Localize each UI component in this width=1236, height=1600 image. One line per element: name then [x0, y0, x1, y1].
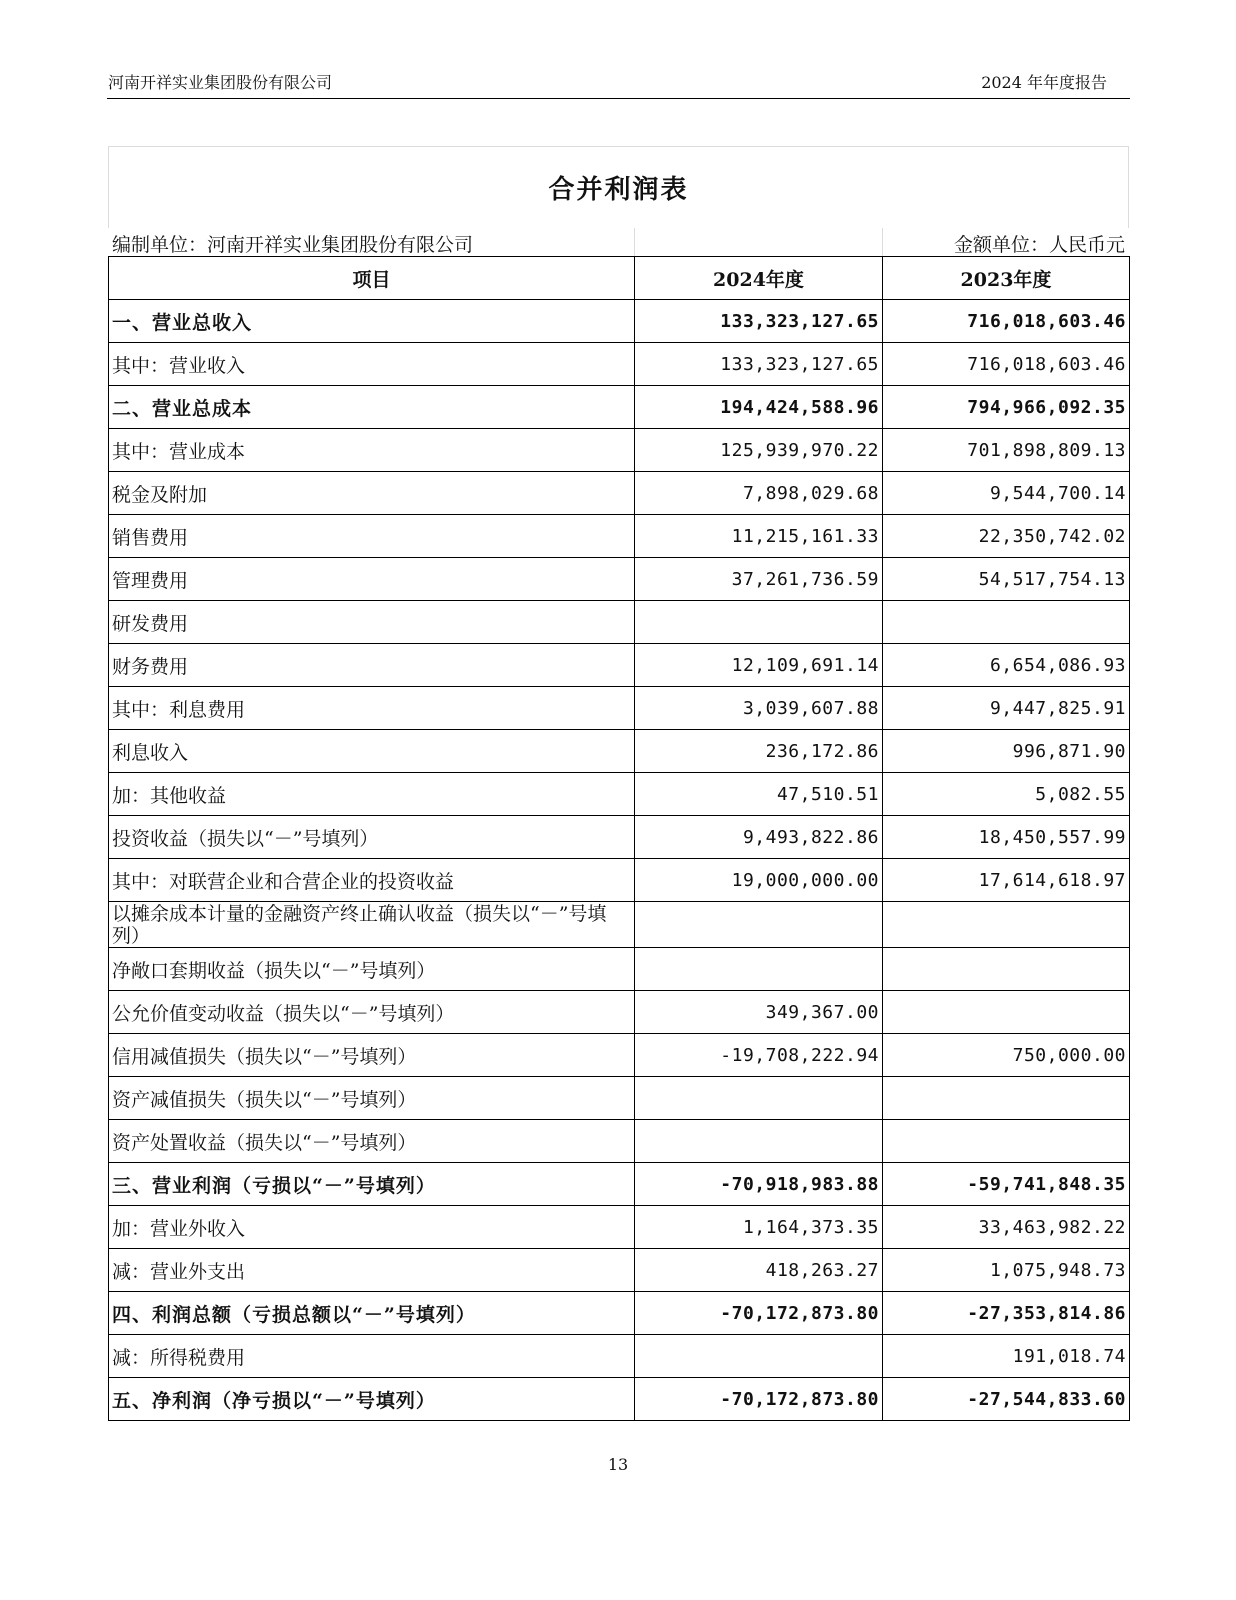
value-2023: 191,018.74 [883, 1335, 1130, 1378]
value-2024: -19,708,222.94 [635, 1034, 883, 1077]
meta-divider [634, 228, 635, 256]
table-row [109, 644, 1130, 687]
table-row [109, 1335, 1130, 1378]
row-label: 资产减值损失（损失以“－”号填列） [109, 1077, 635, 1120]
statement-meta-row [108, 228, 1129, 256]
value-2023: 716,018,603.46 [883, 300, 1130, 343]
row-label: 四、利润总额（亏损总额以“－”号填列） [109, 1292, 635, 1335]
table-row [109, 1292, 1130, 1335]
prepared-by: 编制单位：河南开祥实业集团股份有限公司 [112, 234, 474, 256]
value-2024: 133,323,127.65 [635, 300, 883, 343]
page-number: 13 [607, 1455, 629, 1474]
table-row [109, 472, 1130, 515]
value-2023: 5,082.55 [883, 773, 1130, 816]
value-2023: 716,018,603.46 [883, 343, 1130, 386]
table-row [109, 1034, 1130, 1077]
value-2024 [635, 1120, 883, 1163]
value-2024: 133,323,127.65 [635, 343, 883, 386]
income-statement-table [108, 256, 1130, 1421]
table-row [109, 902, 1130, 948]
value-2023: -27,353,814.86 [883, 1292, 1130, 1335]
row-label: 三、营业利润（亏损以“－”号填列） [109, 1163, 635, 1206]
value-2024: 9,493,822.86 [635, 816, 883, 859]
value-2023 [883, 991, 1130, 1034]
table-row [109, 730, 1130, 773]
table-row [109, 1163, 1130, 1206]
value-2024: 194,424,588.96 [635, 386, 883, 429]
row-label: 税金及附加 [109, 472, 635, 515]
table-body [109, 300, 1130, 1421]
row-label: 投资收益（损失以“－”号填列） [109, 816, 635, 859]
table-row [109, 859, 1130, 902]
row-label: 净敞口套期收益（损失以“－”号填列） [109, 948, 635, 991]
value-2024: 19,000,000.00 [635, 859, 883, 902]
value-2024 [635, 948, 883, 991]
row-label: 二、营业总成本 [109, 386, 635, 429]
value-2024 [635, 902, 883, 948]
header-company-name: 河南开祥实业集团股份有限公司 [108, 73, 333, 92]
table-row [109, 1378, 1130, 1421]
value-2024 [635, 1077, 883, 1120]
table-row [109, 1120, 1130, 1163]
table-row [109, 386, 1130, 429]
table-row [109, 1206, 1130, 1249]
value-2023: 22,350,742.02 [883, 515, 1130, 558]
row-label: 管理费用 [109, 558, 635, 601]
header-report-title: 2024 年年度报告 [981, 73, 1107, 92]
value-2024: 11,215,161.33 [635, 515, 883, 558]
table-row [109, 1077, 1130, 1120]
row-label: 加：营业外收入 [109, 1206, 635, 1249]
table-row [109, 558, 1130, 601]
value-2023: 701,898,809.13 [883, 429, 1130, 472]
value-2023 [883, 1077, 1130, 1120]
value-2023 [883, 601, 1130, 644]
row-label: 利息收入 [109, 730, 635, 773]
row-label: 减：营业外支出 [109, 1249, 635, 1292]
row-label: 信用减值损失（损失以“－”号填列） [109, 1034, 635, 1077]
value-2023: 794,966,092.35 [883, 386, 1130, 429]
value-2024: 47,510.51 [635, 773, 883, 816]
row-label: 其中：利息费用 [109, 687, 635, 730]
row-label: 五、净利润（净亏损以“－”号填列） [109, 1378, 635, 1421]
table-row [109, 1249, 1130, 1292]
row-label: 其中：营业收入 [109, 343, 635, 386]
value-2023: 9,447,825.91 [883, 687, 1130, 730]
row-label: 资产处置收益（损失以“－”号填列） [109, 1120, 635, 1163]
value-2024: -70,918,983.88 [635, 1163, 883, 1206]
value-2024: 125,939,970.22 [635, 429, 883, 472]
statement-title-box [108, 146, 1129, 228]
table-row [109, 300, 1130, 343]
table-row [109, 429, 1130, 472]
value-2024 [635, 1335, 883, 1378]
row-label: 财务费用 [109, 644, 635, 687]
value-2023: 18,450,557.99 [883, 816, 1130, 859]
table-header-row [109, 257, 1130, 300]
value-2023: -59,741,848.35 [883, 1163, 1130, 1206]
value-2023: 54,517,754.13 [883, 558, 1130, 601]
value-2024 [635, 601, 883, 644]
table-row [109, 948, 1130, 991]
row-label: 销售费用 [109, 515, 635, 558]
table-row [109, 515, 1130, 558]
column-header-item: 项目 [109, 257, 635, 300]
value-2024: 7,898,029.68 [635, 472, 883, 515]
table-row [109, 601, 1130, 644]
table-row [109, 816, 1130, 859]
value-2024: 3,039,607.88 [635, 687, 883, 730]
value-2023: 33,463,982.22 [883, 1206, 1130, 1249]
row-label: 一、营业总收入 [109, 300, 635, 343]
statement-title: 合并利润表 [548, 175, 689, 205]
value-2024: 236,172.86 [635, 730, 883, 773]
table-row [109, 773, 1130, 816]
row-label: 公允价值变动收益（损失以“－”号填列） [109, 991, 635, 1034]
value-2024: -70,172,873.80 [635, 1378, 883, 1421]
table-row [109, 343, 1130, 386]
value-2024: 349,367.00 [635, 991, 883, 1034]
row-label: 研发费用 [109, 601, 635, 644]
value-2023: 17,614,618.97 [883, 859, 1130, 902]
value-2024: 418,263.27 [635, 1249, 883, 1292]
value-2023 [883, 902, 1130, 948]
value-2023: 750,000.00 [883, 1034, 1130, 1077]
value-2023 [883, 1120, 1130, 1163]
meta-divider [882, 228, 883, 256]
table-row [109, 991, 1130, 1034]
value-2023: 1,075,948.73 [883, 1249, 1130, 1292]
column-header-2023: 2023年度 [883, 257, 1130, 300]
column-header-2024: 2024年度 [635, 257, 883, 300]
value-2024: 1,164,373.35 [635, 1206, 883, 1249]
value-2023: -27,544,833.60 [883, 1378, 1130, 1421]
table-row [109, 687, 1130, 730]
value-2023: 996,871.90 [883, 730, 1130, 773]
row-label: 加：其他收益 [109, 773, 635, 816]
value-2023: 9,544,700.14 [883, 472, 1130, 515]
value-2024: 12,109,691.14 [635, 644, 883, 687]
value-2024: 37,261,736.59 [635, 558, 883, 601]
row-label: 其中：对联营企业和合营企业的投资收益 [109, 859, 635, 902]
header-divider [107, 98, 1130, 99]
row-label: 减：所得税费用 [109, 1335, 635, 1378]
row-label: 以摊余成本计量的金融资产终止确认收益（损失以“－”号填列） [109, 902, 635, 948]
currency-unit: 金额单位：人民币元 [953, 234, 1125, 256]
value-2023 [883, 948, 1130, 991]
value-2024: -70,172,873.80 [635, 1292, 883, 1335]
value-2023: 6,654,086.93 [883, 644, 1130, 687]
row-label: 其中：营业成本 [109, 429, 635, 472]
